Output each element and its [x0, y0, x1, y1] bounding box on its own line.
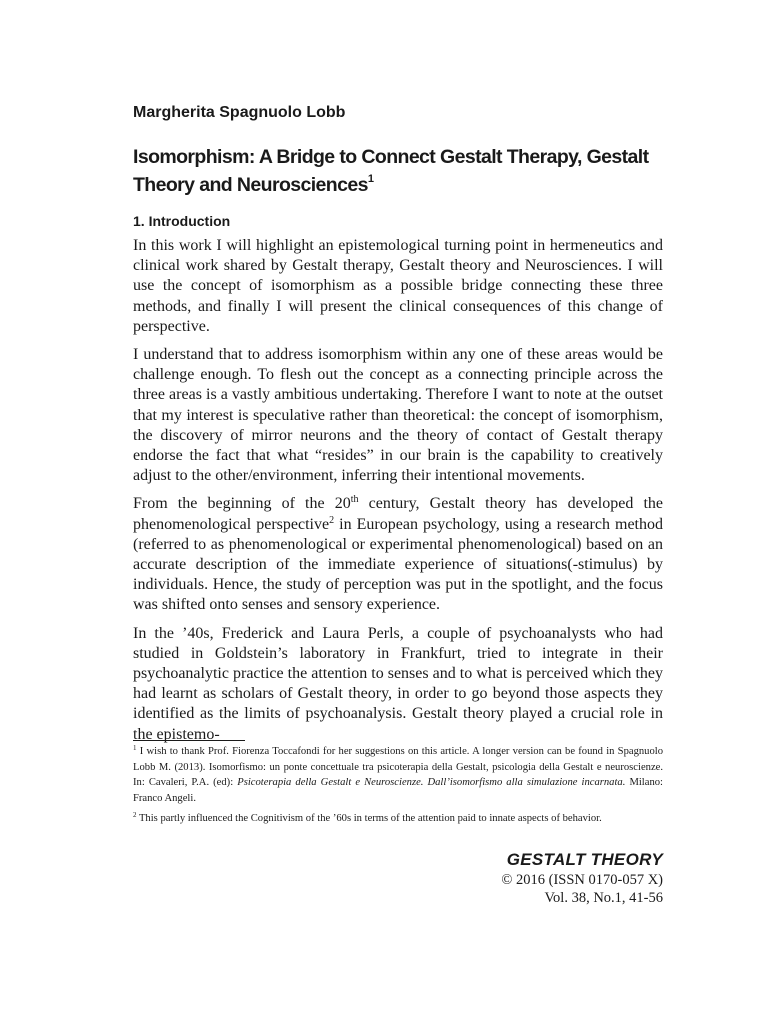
- footnote-divider: [133, 740, 245, 741]
- footnote-mark-2[interactable]: 2: [329, 514, 335, 526]
- paragraph-3-text-start: From the beginning of the 20: [133, 495, 351, 513]
- paragraph-4: In the ’40s, Frederick and Laura Perls, a couple of psychoanalysts who had studied in Goldstein’s laboratory in Frankfurt, tried to integrate in their psychoanalytic practice the attention to senses and to what is perceived which they had learnt as scholars of Gestalt theory, in order to go beyond those aspects they identified as the limits of psychoanalysis. Gestalt theory played a crucial role in the epistemo-: [133, 624, 663, 743]
- author-name: Margherita Spagnuolo Lobb: [133, 104, 346, 121]
- paragraph-3-text-middle: century, Gestalt theory has developed the phenomenological perspective: [133, 495, 663, 533]
- paragraph-3: [133, 494, 663, 615]
- footnote-1-mark: 1: [133, 744, 137, 752]
- footnotes: [133, 744, 663, 832]
- paragraph-3-text-end: in European psychology, using a research method (referred to as phenomenological or experimental phenomenological) based on an accurate description of the immediate experience of situations(-stimulus) by individuals. Hence, the study of perception was put in the spotlight, and the focus was shifted onto senses and sensory experience.: [133, 515, 663, 614]
- title-text: Isomorphism: A Bridge to Connect Gestalt Therapy, Gestalt Theory and Neurosciences: [133, 146, 649, 196]
- footnote-1-text: I wish to thank Prof. Fiorenza Toccafondi for her suggestions on this article. A longer version can be found in Spagnuolo Lobb M. (2013). Isomorfismo: un ponte concettuale tra psicoterapia della Gestalt, psicologia della Gestalt e neuroscienze. In: Cavaleri, P.A. (ed):: [133, 746, 663, 789]
- footnote-1-publisher: Milano: Franco Angeli.: [133, 777, 663, 804]
- superscript-th: th: [350, 494, 359, 506]
- article-body: [133, 236, 663, 753]
- journal-copyright: © 2016 (ISSN 0170-057 X): [501, 872, 663, 888]
- journal-info: [501, 849, 663, 907]
- title-footnote-mark[interactable]: 1: [367, 173, 374, 185]
- paragraph-2: I understand that to address isomorphism within any one of these areas would be challenge enough. To flesh out the concept as a connecting principle across the three areas is a vastly ambitious undertaking. Therefore I want to note at the outset that my interest is speculative rather than theoretical: the concept of isomorphism, the discovery of mirror neurons and the theory of contact of Gestalt therapy endorse the fact that what “resides” in our brain is the capability to creatively adjust to the other/environment, inferring their intentional movements.: [133, 346, 663, 485]
- footnote-2: [133, 811, 663, 827]
- footnote-1: [133, 744, 663, 806]
- footnote-2-text: This partly influenced the Cognitivism of the ’60s in terms of the attention paid to innate aspects of behavior.: [136, 813, 602, 825]
- journal-name: GESTALT THEORY: [506, 850, 663, 869]
- footnote-1-italic-title: Psicoterapia della Gestalt e Neuroscienze. Dall’isomorfismo alla simulazione incarnata.: [237, 777, 626, 789]
- footnote-2-mark: 2: [133, 811, 137, 820]
- journal-volume: Vol. 38, No.1, 41-56: [544, 890, 663, 906]
- paragraph-1: In this work I will highlight an epistemological turning point in hermeneutics and clinical work shared by Gestalt therapy, Gestalt theory and Neurosciences. I will use the concept of isomorphism as a possible bridge connecting these three methods, and finally I will present the clinical consequences of this change of perspective.: [133, 237, 663, 335]
- article-title: [133, 143, 663, 199]
- section-heading: 1. Introduction: [133, 213, 231, 229]
